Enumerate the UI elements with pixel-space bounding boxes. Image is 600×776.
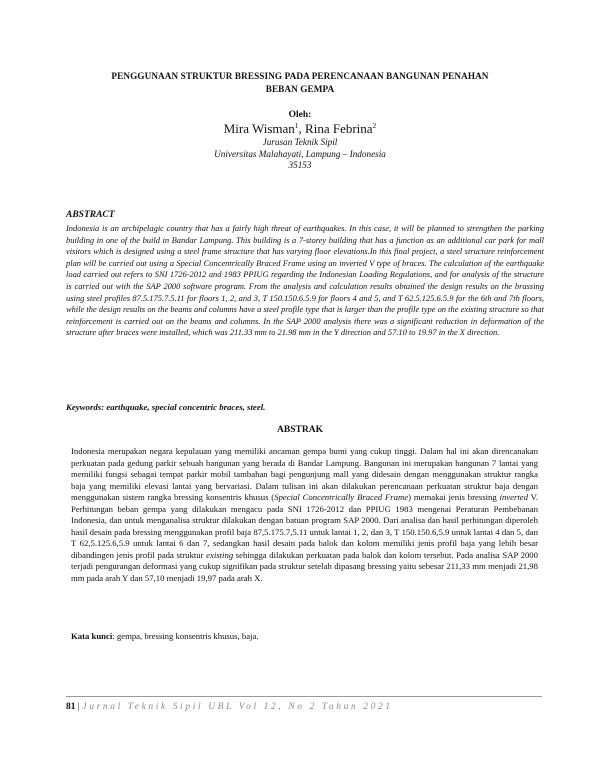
paper-title <box>66 70 534 95</box>
abstract-body: Indonesia is an archipelagic country that has a fairly high threat of earthquakes. In this case, it will be planned to strengthen the parking building in one of the build in Bandar Lampung. This building is a 7-storey building that has a function as an additional car park for mall visitors which is designed using a steel frame structure that has varying floor elevations.In this final project, a steel structure reinforcement plan will be carried out using a Special Concentrically Braced Frame using an inverted V type of braces. The calculation of the earthquake load carried out refers to SNI 1726-2012 and 1983 PPIUG regarding the Indonesian Loading Regulations, and for analysis of the structure is carried out with the SAP 2000 software program. From the analysis and calculation results obtained the design results on the brassing using steel profiles 87.5.175.7.5.11 for floors 1, 2, and 3, T 150.150.6.5.9 for floors 4 and 5, and T 62.5.125.6.5.9 for the 6th and 7th floors, while the design results on the beams and columns have a steel profile type that is larger than the profile type on the existing structure so that reinforcement is carried out on the beams and columns. In the SAP 2000 analysis there was a significant reduction in deformation of the structure after braces were installed, which was 211.33 mm to 21.98 mm in the Y direction and 57.10 to 19.97 in the X direction. <box>66 223 544 338</box>
kata-kunci-text: : gempa, bressing konsentris khusus, baja. <box>112 631 259 641</box>
author-2-name: Rina Febrina <box>305 121 373 136</box>
keywords-line: Keywords: earthquake, special concentric braces, steel. <box>66 402 266 412</box>
affiliation-postcode: 35153 <box>288 160 312 170</box>
abstrak-heading: ABSTRAK <box>277 425 323 435</box>
footer-divider <box>66 696 542 697</box>
affiliation-department: Jurusan Teknik Sipil <box>262 137 338 147</box>
abstract-heading: ABSTRACT <box>66 210 115 220</box>
abstrak-text-part-4: sehingga dilakukan perkuatan pada balok dan kolom tersebut. Pada analisa SAP 2000 terjadi pengurangan deformasi yang cukup signifikan pada struktur setelah dipasang bressing yaitu sebesar 211,33 mm menjadi 21,98 mm pada arah Y dan 57,10 menjadi 19,97 pada arah X. <box>71 549 538 583</box>
kata-kunci-line <box>71 631 259 641</box>
abstrak-text-part-2: ) memakai jenis bressing <box>408 492 500 502</box>
author-separator: , <box>298 121 306 136</box>
abstrak-body <box>71 446 538 584</box>
abstrak-text-part-3: V. Perhitungan beban gempa yang dilakukan mengacu pada SNI 1726-2012 dan PPIUG 1983 mengenai Peraturan Pembebanan Indonesia, dan untuk menganalisa struktur dilakukan dengan batuan program SAP 2000. Dari analisa dan hasil perhitungan diperoleh hasil desain pada bressing menggunakan profil baja 87,5.175.7,5.11 untuk lantai 1, 2, dan 3, T 150.150.6,5.9 untuk lantai 4 dan 5, dan T 62,5.125.6,5.9 untuk lantai 6 dan 7, sedangkan hasil desain pada balok dan kolom memiliki jenis profil baja yang lebih besar dibandingen jenis profil pada struktur <box>71 492 538 560</box>
kata-kunci-label: Kata kunci <box>71 631 113 641</box>
page-footer <box>66 702 393 712</box>
journal-name: Jurnal Teknik Sipil UBL Vol 12, No 2 Tahun 2021 <box>82 702 393 712</box>
author-1-affiliation-mark: 1 <box>294 121 299 130</box>
author-2-affiliation-mark: 2 <box>372 121 377 130</box>
footer-separator: | <box>77 702 80 712</box>
abstrak-emphasis-1: Special Concentrically Braced Frame <box>274 492 409 502</box>
paper-title-line-1: PENGGUNAAN STRUKTUR BRESSING PADA PERENCANAAN BANGUNAN PENAHAN <box>111 71 489 81</box>
author-names <box>120 121 480 137</box>
abstrak-emphasis-3: existing <box>206 549 234 560</box>
affiliation-university: Universitas Malahayati, Lampung – Indonesia <box>214 148 386 159</box>
page-number: 81 <box>66 702 76 712</box>
abstrak-text-part-1: Indonesia merupakan negara kepulauan yang memiliki ancaman gempa bumi yang cukup tinggi. Dalam hal ini akan direncanakan perkuatan pada gedung parkir sebuah bangunan yang berada di Bandar Lampung. Bangunan ini merupakan bangunan 7 lantai yang memiliki fungsi sebagai tempat parkir mobil tambahan bagi pengunjung mall yang didesain dengan menggunakan struktur rangka baja yang memiliki elevasi lantai yang bervariasi. Dalam tulisan ini akan dilakukan perencanaan perkuatan struktur baja dengan menggunakan sistem rangka bressing konsentris khusus ( <box>71 446 538 502</box>
author-block <box>120 109 480 172</box>
author-1-name: Mira Wisman <box>223 121 295 136</box>
byline-label: Oleh: <box>288 110 312 120</box>
paper-title-line-2: BEBAN GEMPA <box>265 83 335 94</box>
abstrak-emphasis-2: inverted <box>499 492 528 502</box>
